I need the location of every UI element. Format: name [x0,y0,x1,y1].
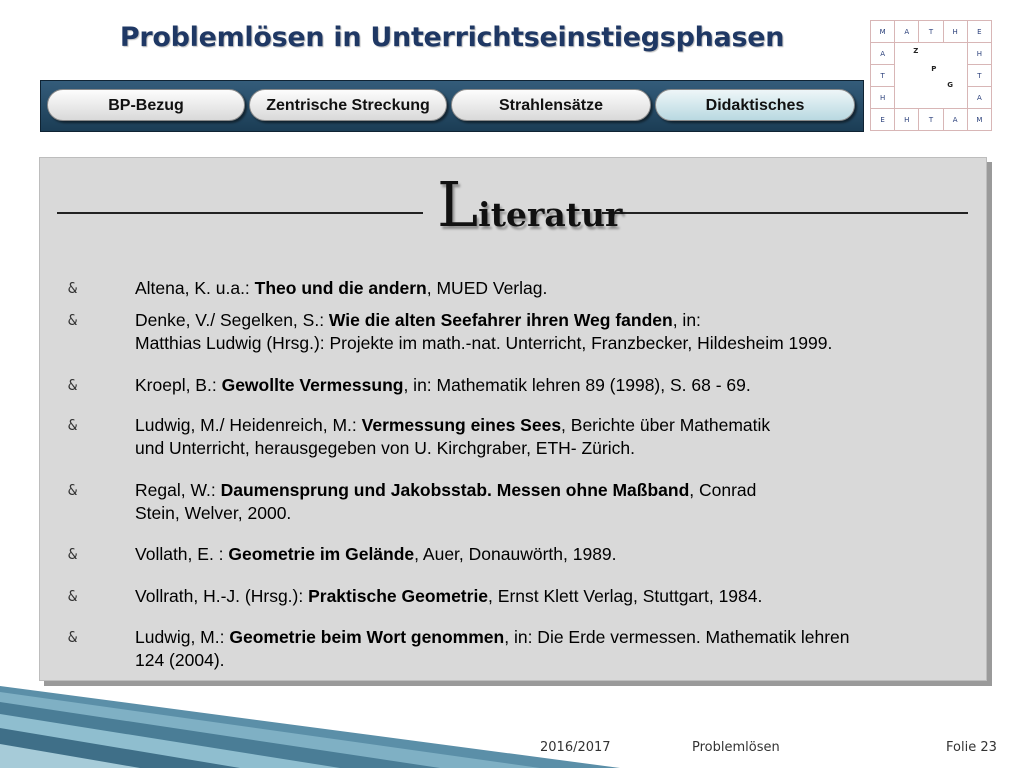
book-bullet-icon: & [68,311,78,329]
reference-line [135,309,701,331]
logo-letter-z: Z [913,47,919,55]
literatur-heading [437,168,622,241]
reference-continuation: und Unterricht, herausgegeben von U. Kirchgraber, ETH- Zürich. [135,438,635,458]
book-bullet-icon: & [68,279,78,297]
reference-source: , in: Mathematik lehren 89 (1998), S. 68 - 69. [403,375,751,395]
logo-cell: E [871,109,895,131]
reference-author: Kroepl, B.: [135,375,222,395]
tab-bp-bezug[interactable]: BP-Bezug [47,89,245,121]
logo-cell: T [871,65,895,87]
reference-line [135,585,762,607]
logo-cell: A [967,87,991,109]
slide-title: Problemlösen in Unterrichtseinstiegsphasen [119,22,785,53]
reference-title: Geometrie im Gelände [228,544,415,564]
reference-line [135,277,547,299]
book-bullet-icon: & [68,416,78,434]
reference-source: , MUED Verlag. [426,278,548,298]
reference-line [135,374,751,396]
logo-cell: A [895,21,919,43]
reference-author: Altena, K. u.a.: [135,278,255,298]
reference-author: Denke, V./ Segelken, S.: [135,310,329,330]
heading-rule-right [602,212,968,214]
reference-source: , in: [672,310,701,330]
footer-slide-number: Folie 23 [946,740,997,755]
reference-author: Ludwig, M.: [135,627,230,647]
mathe-logo-grid [870,20,992,131]
footer-topic: Problemlösen [692,740,780,755]
reference-source: , Auer, Donauwörth, 1989. [414,544,617,564]
reference-author: Regal, W.: [135,480,221,500]
logo-cell: H [967,43,991,65]
reference-title: Geometrie beim Wort genommen [229,627,505,647]
tab-strahlensaetze[interactable]: Strahlensätze [451,89,651,121]
reference-title: Daumensprung und Jakobsstab. Messen ohne Maßband [220,480,690,500]
reference-source: , Ernst Klett Verlag, Stuttgart, 1984. [488,586,763,606]
reference-source: , in: Die Erde vermessen. Mathematik lehren [504,627,850,647]
reference-continuation: 124 (2004). [135,650,225,670]
tab-zentrische-streckung[interactable]: Zentrische Streckung [249,89,447,121]
heading-rest: iteratur [478,195,623,234]
reference-line [135,543,617,565]
logo-cell: E [967,21,991,43]
reference-title: Praktische Geometrie [308,586,489,606]
heading-rule-left [57,212,423,214]
book-bullet-icon: & [68,481,78,499]
reference-continuation: Stein, Welver, 2000. [135,503,292,523]
logo-cell: H [871,87,895,109]
logo-letter-g: G [947,81,953,89]
logo-cell: A [943,109,967,131]
logo-cell: T [919,21,943,43]
book-bullet-icon: & [68,587,78,605]
tab-didaktisches[interactable]: Didaktisches [655,89,855,121]
reference-line [135,479,756,501]
reference-continuation: Matthias Ludwig (Hrsg.): Projekte im math.-nat. Unterricht, Franzbecker, Hildesheim 1999. [135,333,833,353]
nav-bar [40,80,864,132]
reference-line [135,414,770,436]
reference-author: Ludwig, M./ Heidenreich, M.: [135,415,362,435]
reference-title: Wie die alten Seefahrer ihren Weg fanden [328,310,673,330]
logo-letter-p: P [931,65,937,73]
reference-title: Theo und die andern [254,278,427,298]
heading-initial: L [437,168,479,241]
logo-cell: M [871,21,895,43]
logo-cell: T [919,109,943,131]
book-bullet-icon: & [68,628,78,646]
reference-author: Vollath, E. : [135,544,229,564]
reference-line [135,626,850,648]
footer-year: 2016/2017 [540,740,611,755]
reference-author: Vollrath, H.-J. (Hrsg.): [135,586,309,606]
logo-cell: T [967,65,991,87]
logo-cell: H [895,109,919,131]
reference-source: , Berichte über Mathematik [561,415,771,435]
logo-cell: M [967,109,991,131]
reference-title: Gewollte Vermessung [221,375,404,395]
book-bullet-icon: & [68,545,78,563]
reference-title: Vermessung eines Sees [361,415,562,435]
logo-center [895,43,968,109]
logo-cell: H [943,21,967,43]
book-bullet-icon: & [68,376,78,394]
logo-cell: A [871,43,895,65]
reference-source: , Conrad [689,480,757,500]
decorative-stripes [0,686,620,768]
